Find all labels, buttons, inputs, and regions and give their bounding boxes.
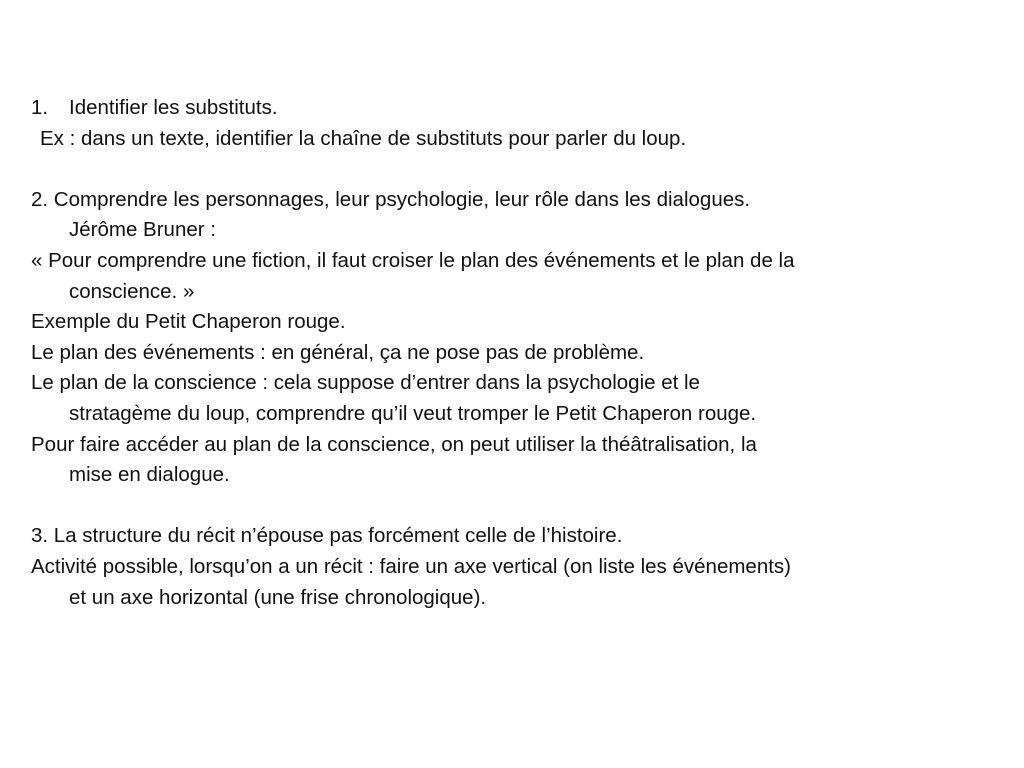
section-2-access-line-2: mise en dialogue. <box>69 463 230 487</box>
section-1-heading-text: Identifier les substituts. <box>69 96 278 119</box>
section-2-events-plan: Le plan des événements : en général, ça ne pose pas de problème. <box>31 340 645 364</box>
section-1-heading <box>31 93 1006 124</box>
section-2-access-line-1: Pour faire accéder au plan de la conscience, on peut utiliser la théâtralisation, la <box>31 432 757 456</box>
slide-body <box>31 93 1006 613</box>
section-3-heading: 3. La structure du récit n’épouse pas forcément celle de l’histoire. <box>31 524 623 548</box>
spacer <box>31 491 1006 522</box>
section-2-quote-line-2: conscience. » <box>69 279 195 303</box>
section-2-example: Exemple du Petit Chaperon rouge. <box>31 310 346 334</box>
section-3-activity-line-2: et un axe horizontal (une frise chronologique). <box>69 585 487 609</box>
section-3-activity-line-1: Activité possible, lorsqu’on a un récit : faire un axe vertical (on liste les événements) <box>31 554 792 578</box>
spacer <box>31 154 1006 185</box>
section-2-heading: 2. Comprendre les personnages, leur psychologie, leur rôle dans les dialogues. <box>31 187 751 211</box>
list-number: 1. <box>31 96 49 119</box>
section-2-conscience-line-1: Le plan de la conscience : cela suppose d’entrer dans la psychologie et le <box>31 371 700 395</box>
section-1-example: Ex : dans un texte, identifier la chaîne de substituts pour parler du loup. <box>40 126 687 150</box>
section-2-quote-line-1: « Pour comprendre une fiction, il faut croiser le plan des événements et le plan de la <box>31 248 795 272</box>
section-2-conscience-line-2: stratagème du loup, comprendre qu’il veut tromper le Petit Chaperon rouge. <box>69 401 757 425</box>
section-2-author: Jérôme Bruner : <box>69 218 216 242</box>
